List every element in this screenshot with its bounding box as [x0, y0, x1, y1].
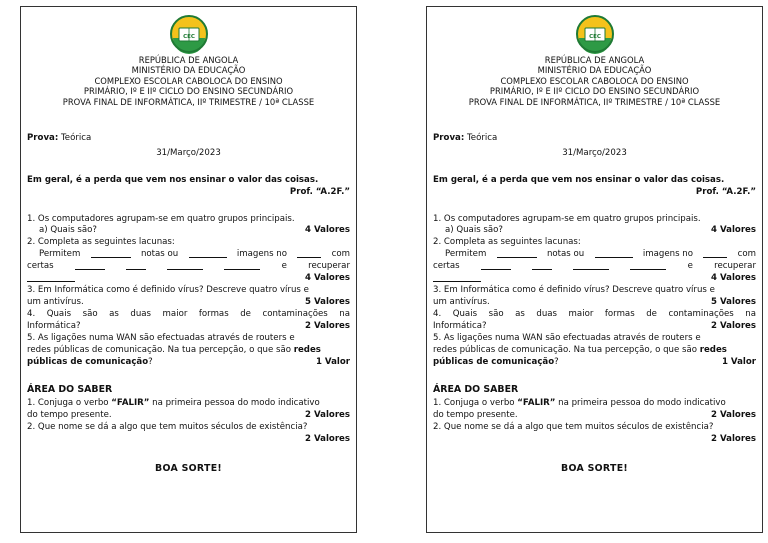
- document-header: [433, 55, 756, 107]
- saber-1-text: 1. Conjuga o verbo: [433, 398, 515, 408]
- school-logo: [168, 14, 210, 54]
- question-4-text: Informática?: [433, 321, 487, 331]
- saber-1-line-1: [433, 398, 756, 409]
- logo-text: CEC: [182, 34, 195, 40]
- exam-date: 31/Março/2023: [562, 148, 627, 158]
- question-5-line-1: 5. As ligações numa WAN são efectuadas através de routers e: [433, 333, 701, 343]
- header-line: PROVA FINAL DE INFORMÁTICA, IIº TRIMESTRE / 10ª CLASSE: [468, 96, 721, 107]
- saber-1-text: na primeira pessoa do modo indicativo: [152, 398, 320, 408]
- question-2: 2. Completa as seguintes lacunas:: [433, 237, 581, 247]
- blank-text: notas ou: [140, 249, 179, 259]
- question-1a-row: [27, 225, 350, 236]
- question-5-line-3: [433, 357, 756, 368]
- header-line: MINISTÉRIO DA EDUCAÇÃO: [131, 65, 246, 76]
- saber-1-points: 2 Valores: [305, 410, 350, 420]
- question-5-points: 1 Valor: [315, 357, 350, 367]
- saber-1-line-2: [27, 410, 350, 421]
- question-5-line-2: [27, 345, 350, 356]
- question-5-text: ?: [148, 357, 153, 367]
- question-4-line-2: [27, 321, 350, 332]
- question-2-line-2: [27, 261, 350, 272]
- saber-2-points: 2 Valores: [711, 434, 756, 444]
- section-title: ÁREA DO SABER: [27, 384, 113, 395]
- saber-2: 2. Que nome se dá a algo que tem muitos séculos de existência?: [27, 422, 308, 432]
- answer-blank: [573, 261, 609, 270]
- answer-blank: [189, 249, 227, 258]
- question-2: 2. Completa as seguintes lacunas:: [27, 237, 175, 247]
- question-3-text: um antivírus.: [27, 297, 84, 307]
- prova-label: Prova:: [27, 133, 59, 143]
- saber-1-text: do tempo presente.: [27, 410, 112, 420]
- header-line: COMPLEXO ESCOLAR CABOLOCA DO ENSINO: [500, 75, 689, 86]
- question-5-line-1: 5. As ligações numa WAN são efectuadas através de routers e: [27, 333, 295, 343]
- blank-text: imagens no: [642, 249, 693, 259]
- question-4-line-2: [433, 321, 756, 332]
- blank-text: e: [281, 261, 287, 271]
- header-line: REPÚBLICA DE ANGOLA: [544, 55, 645, 65]
- answer-blank: [297, 249, 321, 258]
- answer-blank: [532, 261, 552, 270]
- header-line: PRIMÁRIO, Iº E IIº CICLO DO ENSINO SECUNDÁRIO: [489, 86, 700, 97]
- question-5-points: 1 Valor: [721, 357, 756, 367]
- question-5-text: redes públicas de comunicação. Na tua percepção, o que são: [27, 345, 291, 355]
- question-2-line-3: [433, 273, 756, 284]
- prova-value: Teórica: [61, 133, 92, 143]
- closing-message: BOA SORTE!: [561, 463, 628, 474]
- question-2-line-1: [433, 249, 756, 260]
- saber-1-points: 2 Valores: [711, 410, 756, 420]
- question-1: 1. Os computadores agrupam-se em quatro grupos principais.: [433, 214, 701, 224]
- question-1a: a) Quais são?: [445, 225, 503, 235]
- question-1: 1. Os computadores agrupam-se em quatro grupos principais.: [27, 214, 295, 224]
- saber-1-text: 1. Conjuga o verbo: [27, 398, 109, 408]
- blank-text: certas: [433, 261, 460, 271]
- blank-text: recuperar: [714, 261, 756, 271]
- question-2-line-3: [27, 273, 350, 284]
- question-1-points: 4 Valores: [711, 225, 756, 235]
- answer-blank: [126, 261, 146, 270]
- answer-blank: [224, 261, 260, 270]
- question-2-line-2: [433, 261, 756, 272]
- prova-line: [433, 133, 756, 144]
- question-3-text: um antivírus.: [433, 297, 490, 307]
- question-5-bold: públicas de comunicação: [433, 357, 555, 367]
- prova-value: Teórica: [467, 133, 498, 143]
- quote-author: Prof. “A.2F.”: [289, 187, 350, 197]
- header-line: COMPLEXO ESCOLAR CABOLOCA DO ENSINO: [94, 75, 283, 86]
- answer-blank: [91, 249, 131, 258]
- header-line: PROVA FINAL DE INFORMÁTICA, IIº TRIMESTRE / 10ª CLASSE: [62, 96, 315, 107]
- header-line: MINISTÉRIO DA EDUCAÇÃO: [537, 65, 652, 76]
- saber-1-verb: “FALIR”: [111, 398, 150, 408]
- prova-line: [27, 133, 350, 144]
- document-header: [27, 55, 350, 107]
- school-logo: [574, 14, 616, 54]
- answer-blank: [75, 261, 105, 270]
- question-2-line-1: [27, 249, 350, 260]
- question-1-points: 4 Valores: [305, 225, 350, 235]
- answer-blank: [433, 273, 481, 282]
- question-4-line-1: 4. Quais são as duas maior formas de contaminações na: [27, 309, 350, 319]
- answer-blank: [167, 261, 203, 270]
- question-3-line-1: 3. Em Informática como é definido vírus? Descreve quatro vírus e: [27, 285, 309, 295]
- answer-blank: [595, 249, 633, 258]
- blank-text: certas: [27, 261, 54, 271]
- question-5-text: redes públicas de comunicação. Na tua percepção, o que são: [433, 345, 697, 355]
- saber-1-text: do tempo presente.: [433, 410, 518, 420]
- exam-sheet-right: [426, 6, 763, 533]
- blank-text: recuperar: [308, 261, 350, 271]
- blank-text: Permitem: [39, 249, 81, 259]
- exam-date: 31/Março/2023: [156, 148, 221, 158]
- question-3-line-1: 3. Em Informática como é definido vírus? Descreve quatro vírus e: [433, 285, 715, 295]
- answer-blank: [27, 273, 75, 282]
- question-2-points: 4 Valores: [305, 273, 350, 283]
- question-3-points: 5 Valores: [711, 297, 756, 307]
- question-4-points: 2 Valores: [305, 321, 350, 331]
- answer-blank: [481, 261, 511, 270]
- exam-sheet-left: [20, 6, 357, 533]
- blank-text: e: [687, 261, 693, 271]
- blank-text: Permitem: [445, 249, 487, 259]
- answer-blank: [703, 249, 727, 258]
- saber-1-line-2: [433, 410, 756, 421]
- question-1a-row: [433, 225, 756, 236]
- quote-author: Prof. “A.2F.”: [695, 187, 756, 197]
- section-title: ÁREA DO SABER: [433, 384, 519, 395]
- question-5-bold: redes: [699, 345, 727, 355]
- question-5-line-3: [27, 357, 350, 368]
- question-5-bold: públicas de comunicação: [27, 357, 149, 367]
- logo-text: CEC: [588, 34, 601, 40]
- blank-text: notas ou: [546, 249, 585, 259]
- saber-2-points: 2 Valores: [305, 434, 350, 444]
- blank-text: com: [737, 249, 756, 259]
- question-4-line-1: 4. Quais são as duas maior formas de contaminações na: [433, 309, 756, 319]
- closing-message: BOA SORTE!: [155, 463, 222, 474]
- header-line: REPÚBLICA DE ANGOLA: [138, 55, 239, 65]
- question-5-text: ?: [554, 357, 559, 367]
- question-4-points: 2 Valores: [711, 321, 756, 331]
- question-1a: a) Quais são?: [39, 225, 97, 235]
- saber-1-verb: “FALIR”: [517, 398, 556, 408]
- answer-blank: [630, 261, 666, 270]
- question-3-line-2: [433, 297, 756, 308]
- blank-text: imagens no: [236, 249, 287, 259]
- saber-1-text: na primeira pessoa do modo indicativo: [558, 398, 726, 408]
- header-line: PRIMÁRIO, Iº E IIº CICLO DO ENSINO SECUNDÁRIO: [83, 86, 294, 97]
- blank-text: com: [331, 249, 350, 259]
- question-5-bold: redes: [293, 345, 321, 355]
- question-3-points: 5 Valores: [305, 297, 350, 307]
- question-3-line-2: [27, 297, 350, 308]
- saber-2: 2. Que nome se dá a algo que tem muitos séculos de existência?: [433, 422, 714, 432]
- question-2-points: 4 Valores: [711, 273, 756, 283]
- prova-label: Prova:: [433, 133, 465, 143]
- quote: Em geral, é a perda que vem nos ensinar o valor das coisas.: [27, 175, 319, 185]
- question-5-line-2: [433, 345, 756, 356]
- saber-1-line-1: [27, 398, 350, 409]
- quote: Em geral, é a perda que vem nos ensinar o valor das coisas.: [433, 175, 725, 185]
- question-4-text: Informática?: [27, 321, 81, 331]
- answer-blank: [497, 249, 537, 258]
